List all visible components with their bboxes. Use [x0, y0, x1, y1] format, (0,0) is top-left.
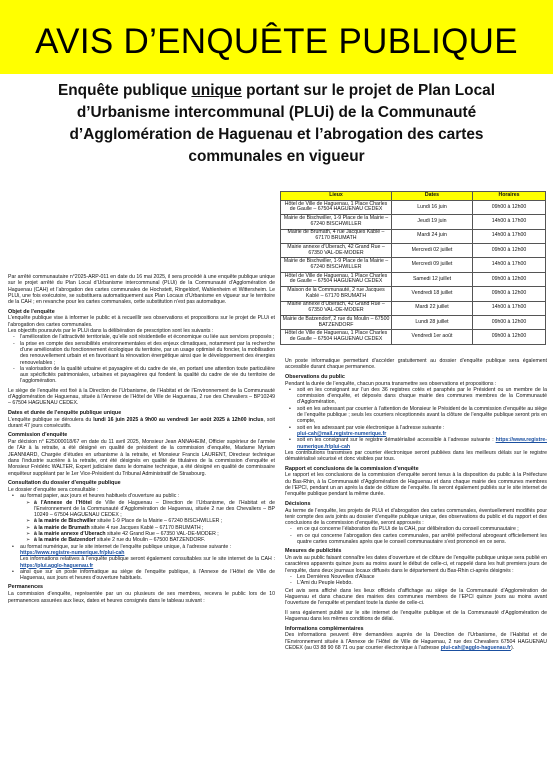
list-item: - la prise en compte des sensibilités environnementales et des enjeux climatiques, notamment par la recherche d’une amélioration du fonctionnement écologique du territoire, par un usage optimisé du foncier, la mobilisation des renouvellement urbain et en favorisant la rénovation énergétique ainsi que le développement des énergies renouvelables ;: [20, 341, 275, 366]
permanences-table: [280, 191, 546, 345]
table-row: [281, 229, 546, 243]
list-item: • soit en les adressant par courrier à l’attention de Monsieur le Président de la commission d’enquête au siège de l’enquête publique ; seuls les courriers réceptionnés avant la clôture de l’enquête publique seront pris en compte,: [297, 406, 547, 425]
table-row: [281, 200, 546, 214]
list-item: [20, 544, 275, 569]
cell-lieu: Mairie de Brumath, 4 rue Jacques Kablé – 67170 BRUMATH: [281, 229, 392, 243]
table-row: [281, 301, 546, 315]
cell-date: Mardi 24 juin: [392, 229, 473, 243]
cell-horaire: 14h00 à 17h00: [473, 229, 546, 243]
consultation-list: [8, 493, 275, 581]
rapport-paragraph: Le rapport et les conclusions de la commission d’enquête seront tenus à la disposition du public à la Préfecture du Bas-Rhin, à la Communauté d’Agglomération de Haguenau et dans chaque mairie des communes membres de l’EPCI, pendant un an après la date de clôture de l’enquête. Ils seront également publiés sur le site internet de l’enquête publique pendant la même durée.: [285, 472, 547, 498]
subtitle-part-2: portant sur le projet de Plan Local d’Urbanisme intercommunal (PLUi) de la Communauté d’Agglomération de Haguenau et l’abrogation des cartes communales en vigueur: [69, 82, 495, 165]
objectives-list: [8, 334, 275, 384]
subtitle-part-1: Enquête publique: [58, 82, 192, 99]
cell-date: Vendredi 18 juillet: [392, 287, 473, 301]
table-row: [281, 315, 546, 329]
place-name: à la mairie annexe d’Uberach: [34, 531, 106, 538]
place-name: à l’Annexe de l’Hôtel: [34, 499, 92, 506]
infos-paragraph: [285, 632, 547, 651]
table-header-dates: Dates: [392, 192, 473, 201]
cell-horaire: 09h00 à 12h00: [473, 272, 546, 286]
decisions-heading: Décisions: [285, 500, 311, 507]
permanences-table-body: [281, 200, 546, 344]
place-name: à la mairie de Brumath: [34, 524, 90, 531]
notice-subtitle: [28, 80, 525, 168]
table-row: [281, 215, 546, 229]
journals-list: [285, 574, 547, 587]
dates-text-b: , soit durant 47 jours consécutifs.: [8, 416, 275, 429]
place-detail: située 4 rue Jacques Kablé – 67170 BRUMATH ;: [89, 524, 204, 531]
poste-paragraph: Un poste informatique permettant d’accéder gratuitement au dossier d’enquête publique sera également accessible durant chaque permanence.: [285, 358, 547, 371]
place-detail: située 1-9 Place de la Mairie – 67240 BISCHWILLER ;: [95, 518, 223, 525]
registre-link[interactable]: https://www.registre-numerique.fr/plui-cah: [20, 549, 125, 556]
observations-list: [285, 387, 547, 450]
place-detail: située 42 Grand Rue – 67350 VAL-DE-MODER ;: [105, 531, 219, 538]
observations-email-link[interactable]: plui-cah@mail.registre-numerique.fr: [297, 430, 387, 437]
commission-paragraph: Par décision n° E25000018/67 en date du 11 avril 2025, Monsieur Jean ANNAHEIM, Officier supérieur de l’armée de l’Air à la retraite, a été désigné en qualité de président de la commission d’enquête, Madame Myriam JEANNIARD, Chargée d’études en urbanisme à la retraite, et Monsieur Francis LAURENT, Directeur technique dans l’industrie sucrière à la retraite, ont été désignés en qualité de titulaires de la commission d’enquête et Monsieur Frédéric WALTER, Expert judiciaire dans le domaine technique, a été désigné en qualité de commissaire enquêteur suppléant par le 1er Vice-Président du Tribunal Administratif de Strasbourg.: [8, 439, 275, 477]
cell-lieu: Hôtel de Ville de Haguenau, 1 Place Charles de Gaulle – 67504 HAGUENAU CEDEX: [281, 330, 392, 344]
list-item: - la valorisation de la qualité urbaine et paysagère et du cadre de vie, en portant une attention toute particulière aux spécificités patrimoniales, urbaines et paysagères qui fondent la qualité du cadre de vie du territoire de l’agglomération.: [20, 366, 275, 385]
mesures-paragraph-2: Cet avis sera affiché dans les lieux officiels d’affichage au siège de la Communauté d’Agglomération de Haguenau et dans chacune des mairies des communes membres de l’EPCI quinze jours au moins avant l’ouverture de l’enquête et pendant toute la durée de celle-ci.: [285, 587, 547, 607]
table-header-horaires: Horaires: [473, 192, 546, 201]
rapport-heading: Rapport et conclusions de la commission d’enquête: [285, 465, 419, 472]
observations-registre-link[interactable]: https://www.registre-numerique.fr/plui-cah: [297, 437, 547, 450]
place-detail: de Ville de Haguenau – Direction de l’Urbanisme, de l’Habitat et de l’Environnement de la Communauté d’Agglomération de Haguenau, située 2 rue des Chevaliers – BP 10249 – 67504 HAGUENAU CEDEX ;: [34, 499, 275, 519]
infos-text: Des informations peuvent être demandées auprès de la Direction de l’Urbanisme, de l’Habitat et de l’Environnement située à l’Annexe de l’Hôtel de Ville de Haguenau, 2 rue des Chevaliers 67504 HAGUENAU CEDEX (au 03 88 90 68 71 ou par courrier électronique à l’adresse: [285, 632, 547, 651]
cell-horaire: 14h00 à 17h00: [473, 301, 546, 315]
consultation-heading: Consultation du dossier d’enquête publique: [8, 480, 121, 487]
places-list: [20, 500, 275, 544]
cell-date: Vendredi 1er août: [392, 330, 473, 344]
table-row: [281, 272, 546, 286]
list-item: [297, 437, 547, 450]
list-item: • soit en les consignant sur l’un des 36 registres cotés et paraphés par le Président ou un membre de la commission d’enquête, et déposés dans chaque mairie des communes membres de la Communauté d’Agglomération,: [297, 387, 547, 406]
place-detail: située 2 rue du Moulin – 67500 BATZENDORF.: [95, 537, 206, 544]
cell-date: Samedi 12 juillet: [392, 272, 473, 286]
paper-lead: au format papier, aux jours et heures habituels d’ouverture au public :: [20, 493, 180, 500]
cell-horaire: 09h00 à 12h00: [473, 315, 546, 329]
list-item: - en ce qui concerne l’abrogation des cartes communales, par arrêté préfectoral abrogeant officiellement les quatre cartes communales après que le conseil communautaire s’est prononcé en ce sens.: [297, 533, 547, 546]
cell-lieu: Hôtel de Ville de Haguenau, 1 Place Charles de Gaulle – 67504 HAGUENAU CEDEX: [281, 200, 392, 214]
cell-horaire: 14h00 à 17h00: [473, 215, 546, 229]
mesures-paragraph-3: Il sera également publié sur le site internet de l’enquête publique et de la Communauté d’Agglomération de Haguenau dans les mêmes conditions de délai.: [285, 609, 547, 623]
list-item: [34, 500, 275, 519]
cell-lieu: Maison de la Communauté, 2 rue Jacques Kablé – 67170 BRUMATH: [281, 287, 392, 301]
cell-date: Mercredi 02 juillet: [392, 243, 473, 257]
list-item: [297, 425, 547, 438]
obs-email-lead: soit en les adressant par voie électronique à l’adresse suivante :: [297, 424, 445, 431]
dates-text-a: L’enquête publique se déroulera du: [8, 416, 94, 423]
dates-heading: Dates et durée de l’enquête publique unique: [8, 409, 122, 416]
table-header-lieux: Lieux: [281, 192, 392, 201]
infos-heading: Informations complémentaires: [285, 625, 364, 632]
cell-lieu: Mairie annexe d’Uberach, 42 Grand Rue – 67350 VAL-DE-MODER: [281, 301, 392, 315]
permanences-paragraph: La commission d’enquête, représentée par un ou plusieurs de ses membres, recevra le public lors de 10 permanences assurées aux lieux, dates et heures consignés dans le tableau suivant :: [8, 591, 275, 604]
list-item: [20, 493, 275, 543]
plui-site-link[interactable]: https://plui.agglo-haguenau.fr: [20, 562, 94, 569]
intro-paragraph: Par arrêté communautaire n°2025-ARP-011 en date du 16 mai 2025, il sera procédé à une enquête publique unique sur le projet arrêté du Plan Local d’Urbanisme intercommunal (PLUi) de la Communauté d’Agglomération de Haguenau (CAH) et l’abrogation des cartes communales de Hochstett, Ringeldorf, Wahlenheim et Wittersheim. Le PLUi, une fois exécutoire, se substituera automatiquement aux Plan Locaux d’Urbanisme en vigueur sur le territoire de la CAH ; en revanche pour les cartes communales, cette substitution n’est pas automatique.: [8, 274, 275, 306]
objet-text-1: L’enquête publique vise à informer le public et à recueillir ses observations et propositions sur le projet de PLUi et l’abrogation des cartes communales.: [8, 315, 275, 328]
cell-lieu: Mairie annexe d’Uberach, 42 Grand Rue – 67350 VAL-DE-MODER: [281, 243, 392, 257]
table-row: [281, 258, 546, 272]
cell-lieu: Mairie de Batzendorf, 2 rue du Moulin – 67500 BATZENDORF: [281, 315, 392, 329]
commission-heading: Commission d’enquête: [8, 432, 68, 439]
place-name: à la mairie de Bischwiller: [34, 518, 96, 525]
table-row: [281, 330, 546, 344]
cell-date: Lundi 16 juin: [392, 200, 473, 214]
mesures-heading: Mesures de publicités: [285, 548, 342, 555]
list-item: - L’Ami du Peuple Hebdo.: [297, 580, 547, 586]
cell-horaire: 09h00 à 12h00: [473, 243, 546, 257]
numeric-lead: au format numérique, sur le site internet de l’enquête publique unique, à l’adresse suivante :: [20, 543, 232, 550]
cell-horaire: 09h00 à 12h00: [473, 287, 546, 301]
table-row: [281, 243, 546, 257]
subtitle-underlined: unique: [191, 82, 242, 99]
mesures-paragraph-1: Un avis au public faisant connaître les dates d’ouverture et de clôture de l’enquête publique unique sera publié en caractères apparents quinze jours au moins avant le début de celle-ci, et rappelé dans les huit premiers jours de l’enquête, dans deux journaux locaux diffusés dans le département du Bas-Rhin ci-après désignés :: [285, 555, 547, 574]
obs-registre-lead: soit en les consignant sur le registre dématérialisé accessible à l’adresse suivante :: [297, 437, 494, 444]
objet-text-2: Les objectifs poursuivis par le PLUi dans la délibération de prescription sont les suivants :: [8, 328, 214, 335]
cell-lieu: Hôtel de Ville de Haguenau, 1 Place Charles de Gaulle – 67504 HAGUENAU CEDEX: [281, 272, 392, 286]
observations-lead: Pendant la durée de l’enquête, chacun pourra transmettre ses observations et propositions :: [285, 380, 497, 387]
dates-paragraph: [8, 417, 275, 430]
cell-horaire: 09h00 à 12h00: [473, 200, 546, 214]
cell-lieu: Mairie de Bischwiller, 1-9 Place de la Mairie – 67240 BISCHWILLER: [281, 215, 392, 229]
infos-email-link[interactable]: plui-cah@agglo-haguenau.fr: [440, 644, 511, 651]
siege-paragraph: Le siège de l’enquête est fixé à la Direction de l’Urbanisme, de l’Habitat et de l’Environnement de la Communauté d’Agglomération de Haguenau, située à l’Annexe de l’Hôtel de Ville de Haguenau, 2 rue des Chevaliers – BP10249 – 67504 HAGUENAU CEDEX.: [8, 387, 275, 407]
cell-horaire: 14h00 à 17h00: [473, 258, 546, 272]
page-title: AVIS D’ENQUÊTE PUBLIQUE: [35, 22, 518, 61]
right-column: [285, 358, 547, 654]
list-item: - l’amélioration de l’attractivité territoriale, qu’elle soit résidentielle et économique ou liée aux services proposés ;: [20, 334, 275, 340]
decisions-list: [285, 526, 547, 545]
cell-date: Lundi 28 juillet: [392, 315, 473, 329]
dates-bold: lundi 16 juin 2025 à 9h00 au vendredi 1er août 2025 à 12h00 inclus: [93, 416, 264, 423]
cell-date: Mercredi 09 juillet: [392, 258, 473, 272]
objet-heading: Objet de l’enquête: [8, 308, 55, 315]
numeric-text: Les informations relatives à l’enquête publique seront également consultables sur le site internet de la CAH :: [20, 556, 275, 563]
cell-lieu: Mairie de Bischwiller, 1-9 Place de la Mairie – 67240 BISCHWILLER: [281, 258, 392, 272]
infos-end: ).: [510, 644, 515, 651]
consultation-lead: Le dossier d’enquête sera consultable :: [8, 486, 99, 493]
left-column: [8, 274, 275, 607]
title-banner: [0, 0, 553, 74]
permanences-heading: Permanences: [8, 584, 44, 591]
place-name: à la mairie de Batzendorf: [34, 537, 96, 544]
table-row: [281, 287, 546, 301]
list-item: - Les Dernières Nouvelles d’Alsace: [297, 574, 547, 580]
cell-horaire: 09h00 à 12h00: [473, 330, 546, 344]
list-item: - en ce qui concerne l’élaboration du PLUi de la CAH, par délibération du conseil communautaire ;: [297, 526, 547, 532]
observations-heading: Observations du public: [285, 373, 345, 380]
list-item: • ainsi que sur un poste informatique au siège de l’enquête publique, à l’Annexe de l’Hôtel de Ville de Haguenau, aux jours et heures d’ouverture habituels.: [20, 569, 275, 582]
observations-note: Les contributions transmises par courrier électronique seront publiées dans les meilleurs délais sur le registre dématérialisé sécurisé et donc visibles par tous.: [285, 449, 547, 463]
cell-date: Jeudi 19 juin: [392, 215, 473, 229]
decisions-paragraph: Au terme de l’enquête, les projets de PLUi et d’abrogation des cartes communales, éventuellement modifiés pour tenir compte des avis joints au dossier d’enquête publique unique, des observations du public et du rapport et des conclusions de la commission d’enquête, seront approuvés :: [285, 507, 547, 527]
cell-date: Mardi 22 juillet: [392, 301, 473, 315]
